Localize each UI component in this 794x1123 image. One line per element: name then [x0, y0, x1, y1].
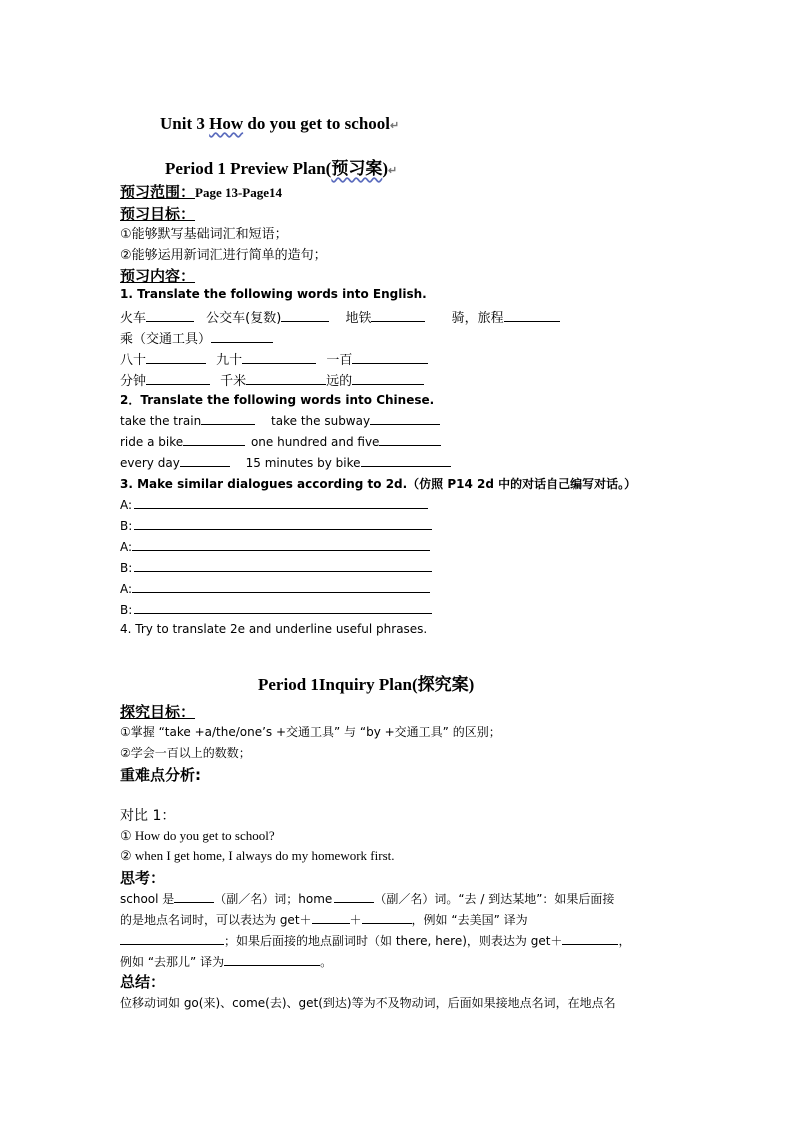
- blank[interactable]: [246, 372, 326, 385]
- inquiry-goal-label: 探究目标：: [120, 703, 196, 721]
- vocab-bus: 公交车(复数): [206, 311, 282, 326]
- vocab-kilometer: 千米: [220, 374, 247, 389]
- unit-title-how: How: [209, 114, 244, 133]
- think-plus: ＋: [349, 913, 362, 927]
- phrase-every-day: every day: [120, 456, 180, 470]
- preview-range-label: 预习范围：: [120, 183, 196, 201]
- think-america: ，例如 “去美国” 译为: [411, 913, 528, 927]
- vocab-eighty: 八十: [120, 353, 147, 368]
- blank[interactable]: [379, 433, 441, 446]
- vocab-subway: 地铁: [345, 311, 372, 326]
- compare-label: 对比 1：: [120, 808, 176, 824]
- inquiry-goal-2: ②学会一百以上的数数；: [120, 746, 251, 760]
- vocab-row-4: [120, 370, 424, 389]
- dialogue-speaker: B:: [120, 519, 133, 533]
- blank[interactable]: [134, 601, 432, 614]
- blank[interactable]: [134, 559, 432, 572]
- analysis-label: 重难点分析:: [120, 766, 201, 784]
- vocab-train: 火车: [120, 311, 147, 326]
- dialogue-speaker: B:: [120, 603, 133, 617]
- think-go-to: （副／名）词。“去 / 到达某地”：如果后面接: [374, 892, 615, 906]
- dialogue-line: [120, 559, 432, 575]
- vocab-take: 乘（交通工具）: [120, 332, 212, 347]
- think-line-3: [120, 932, 630, 949]
- blank[interactable]: [242, 351, 316, 364]
- unit-title-rest: do you get to school: [243, 114, 390, 133]
- blank[interactable]: [371, 309, 425, 322]
- think-line-2: [120, 911, 528, 928]
- think-line-4: [120, 953, 332, 970]
- think-comma: ，: [618, 934, 631, 948]
- preview-range: [120, 181, 282, 202]
- unit-title: [160, 114, 399, 134]
- vocab-hundred: 一百: [326, 353, 353, 368]
- vocab-minute: 分钟: [120, 374, 147, 389]
- preview-goal-1: ①能够默写基础词汇和短语；: [120, 227, 288, 242]
- blank[interactable]: [352, 351, 428, 364]
- dialogue-line: [120, 601, 432, 617]
- think-line-1: [120, 890, 614, 907]
- think-label: 思考：: [120, 869, 166, 887]
- summary-label: 总结：: [120, 973, 166, 991]
- return-mark: ↵: [388, 165, 398, 177]
- blank[interactable]: [370, 412, 440, 425]
- phrase-row-1: [120, 412, 440, 428]
- blank[interactable]: [134, 517, 432, 530]
- vocab-row-2: [120, 328, 273, 347]
- dialogue-line: [120, 517, 432, 533]
- blank[interactable]: [180, 454, 230, 467]
- question-1: 1. Translate the following words into English.: [120, 287, 427, 301]
- dialogue-speaker: B:: [120, 561, 133, 575]
- question-3: 3. Make similar dialogues according to 2d.（仿照 P14 2d 中的对话自己编写对话。）: [120, 477, 637, 491]
- summary-line-1: 位移动词如 go(来)、come(去)、get(到达)等为不及物动词，后面如果接地点名词，在地点名: [120, 996, 616, 1010]
- dialogue-line: [120, 496, 428, 512]
- inquiry-goal-1: ①掌握 “take +a/the/one’s +交通工具” 与 “by +交通工具” 的区别；: [120, 725, 501, 739]
- phrase-row-3: [120, 454, 451, 470]
- blank[interactable]: [174, 890, 214, 903]
- blank[interactable]: [361, 454, 451, 467]
- preview-goal-2: ②能够运用新词汇进行简单的造句；: [120, 248, 327, 263]
- period-title-cn: 预习案: [331, 159, 383, 178]
- unit-title-prefix: Unit 3: [160, 114, 210, 133]
- vocab-row-3: [120, 349, 428, 368]
- blank[interactable]: [183, 433, 245, 446]
- period-title-suffix: ): [382, 159, 389, 178]
- dialogue-speaker: A:: [120, 582, 133, 596]
- period-title: [165, 154, 397, 179]
- phrase-row-2: [120, 433, 441, 449]
- blank[interactable]: [146, 309, 194, 322]
- vocab-row-1: [120, 307, 560, 326]
- example-1: ① How do you get to school?: [120, 828, 275, 843]
- vocab-ninety: 九十: [216, 353, 243, 368]
- dialogue-speaker: A:: [120, 498, 133, 512]
- blank[interactable]: [132, 580, 430, 593]
- blank[interactable]: [562, 932, 618, 945]
- blank[interactable]: [504, 309, 560, 322]
- dialogue-line: [120, 580, 430, 596]
- return-mark: ↵: [390, 120, 400, 132]
- blank[interactable]: [132, 538, 430, 551]
- think-there: 例如 “去那儿” 译为: [120, 955, 225, 969]
- dialogue-line: [120, 538, 430, 554]
- question-2: 2．Translate the following words into Chinese.: [120, 393, 435, 407]
- blank[interactable]: [362, 911, 412, 924]
- question-4: 4. Try to translate 2e and underline useful phrases.: [120, 622, 428, 636]
- phrase-105: one hundred and five: [250, 435, 380, 449]
- blank[interactable]: [224, 953, 320, 966]
- blank[interactable]: [334, 890, 374, 903]
- phrase-ride-bike: ride a bike: [120, 435, 184, 449]
- think-home: （副／名）词；home: [214, 892, 333, 906]
- preview-range-value: Page 13-Page14: [195, 185, 283, 200]
- blank[interactable]: [134, 496, 428, 509]
- blank[interactable]: [352, 372, 424, 385]
- vocab-far: 远的: [326, 374, 353, 389]
- think-adverb: ；如果后面接的地点副词时（如 there, here)，则表达为 get＋: [224, 934, 563, 948]
- blank[interactable]: [281, 309, 329, 322]
- think-place-noun: 的是地点名词时，可以表达为 get＋: [120, 913, 312, 927]
- think-period: 。: [320, 955, 333, 969]
- blank[interactable]: [120, 932, 224, 945]
- phrase-take-subway: take the subway: [271, 414, 371, 428]
- think-school: school 是: [120, 892, 175, 906]
- preview-content-label: 预习内容：: [120, 267, 196, 285]
- phrase-15-minutes: 15 minutes by bike: [245, 456, 361, 470]
- phrase-take-train: take the train: [120, 414, 202, 428]
- blank[interactable]: [201, 412, 255, 425]
- vocab-ride: 骑，旅程: [451, 311, 504, 326]
- dialogue-speaker: A:: [120, 540, 133, 554]
- example-2: ② when I get home, I always do my homework first.: [120, 848, 395, 863]
- blank[interactable]: [146, 372, 210, 385]
- preview-goal-label: 预习目标：: [120, 205, 196, 223]
- blank[interactable]: [146, 351, 206, 364]
- blank[interactable]: [312, 911, 350, 924]
- blank[interactable]: [211, 330, 273, 343]
- period-title-prefix: Period 1 Preview Plan(: [165, 159, 332, 178]
- inquiry-title: Period 1Inquiry Plan(探究案): [258, 675, 475, 694]
